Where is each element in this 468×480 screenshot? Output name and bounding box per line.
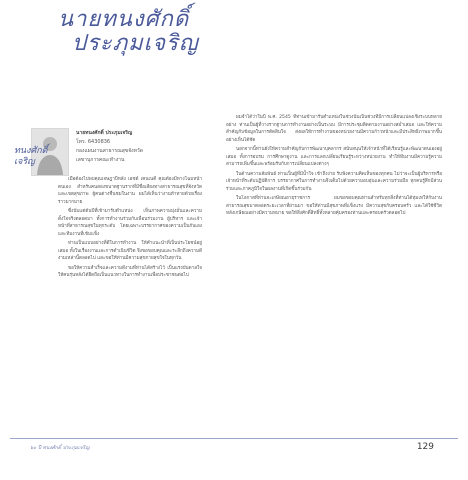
paragraph: ในโอกาสที่ท่านจะเกษียณอายุราชการ ผมขอขอบคุณท่านสำหรับทุกสิ่งที่ท่านได้ทุ่มเทให้กับงานสาธารณสุขมาตลอดระยะเวลาที่ผ่านมา ขอให้ท่านมีสุขภาพที่แข็งแรง มีความสุขกับครอบครัว และได้ใช้ชีวิตหลังเกษียณอย่างมีความหมาย ขอให้สิ่งศักดิ์สิทธิ์ทั้งหลายคุ้มครองท่านและครอบครัวตลอดไป (226, 196, 442, 216)
profile-phone: โทร. 6430836 (76, 139, 111, 145)
paragraph: ผมจำได้ว่าในปี พ.ศ. 2545 ที่ท่านเข้ามารับตำแหน่งในช่วงนั้นเป็นช่วงที่มีการเปลี่ยนแปลงเชิงระบบหลายอย่าง ท่านเป็นผู้ที่วางรากฐานการทำงานอย่างเป็นระบบ มีการประชุมติดตามงานอย่างสม่ำเสมอ และให้ความสำคัญกับข้อมูลในการตัดสินใจ ส่งผลให้การทำงานของหน่วยงานมีความก้าวหน้าและมีประสิทธิภาพมากขึ้นอย่างเห็นได้ชัด (226, 115, 442, 143)
left-column-text (58, 176, 202, 348)
title-line-2: ประภุมเจริญ (72, 31, 199, 56)
profile-position: เลขานุการคณะทำงาน (76, 157, 125, 163)
profile-block (76, 129, 196, 165)
title-line-1: นายทนงศักดิ์ (58, 7, 190, 32)
paragraph: ในด้านความสัมพันธ์ ท่านเป็นผู้ที่มีน้ำใจ เข้าถึงง่าย รับฟังความคิดเห็นของทุกคน ไม่ว่าจะเป็นผู้บริหารหรือเจ้าหน้าที่ระดับปฏิบัติการ บรรยากาศในการทำงานจึงเต็มไปด้วยความอบอุ่นและความร่วมมือ ทุกคนรู้สึกมีส่วนร่วมและภาคภูมิใจในผลงานที่เกิดขึ้นร่วมกัน (226, 171, 442, 192)
side-name-line-1: ทนงศักดิ์ (14, 146, 48, 156)
footer-caption: ๖๐ ปี ทนงศักดิ์ ประภุมเจริญ (30, 445, 90, 451)
page-number: 129 (416, 442, 434, 452)
side-name-line-2: เจริญ (14, 157, 35, 167)
paragraph: ขอให้ความสำเร็จและความดีงามที่ท่านได้สร้างไว้ เป็นแรงบันดาลใจให้คนรุ่นหลังได้ยึดถือเป็นแนวทางในการทำงานเพื่อประชาชนต่อไป (58, 265, 202, 278)
right-column-text (226, 114, 442, 372)
profile-name: นายทนงศักดิ์ ประภุมเจริญ (76, 130, 133, 136)
profile-org: กองแผนงานสาธารณสุขจังหวัด (76, 148, 143, 154)
footer-rule (10, 438, 458, 439)
paragraph: ท่านเป็นแบบอย่างที่ดีในการทำงาน ให้คำแนะนำที่เป็นประโยชน์อยู่เสมอ ทั้งในเรื่องงานและการดำเนินชีวิต จึงขอขอบคุณและระลึกถึงความดีงามเหล่านี้ตลอดไป และขอให้ท่านมีความสุขกายสุขใจในทุกวัน (58, 241, 202, 261)
paragraph: นอกจากนี้ท่านยังให้ความสำคัญกับการพัฒนาบุคลากร สนับสนุนให้เจ้าหน้าที่ได้เรียนรู้และพัฒนาตนเองอยู่เสมอ ทั้งการอบรม การศึกษาดูงาน และการแลกเปลี่ยนเรียนรู้ระหว่างหน่วยงาน ทำให้ทีมงานมีความรู้ความสามารถเพิ่มขึ้นและพร้อมรับกับการเปลี่ยนแปลงต่างๆ (226, 147, 442, 167)
side-name-caption (14, 146, 48, 168)
page-title (58, 8, 288, 56)
paragraph: เมื่อต้องไปพบคุณเจษฎาปีหลัง เอชด์ เคนเนดี้ คุณต้องมีทางโฉมหน้าตนเอง สำหรับคนสองขนาดฐานรากที่มีชื่อเสียงทางสาธารณสุขที่จังหวัดและเขตสุขภาพ ผู้คนต่างชื่นชมในงาน ผมได้เห็นว่างานท้าทายด้วยเรื่องราวมากมาย (58, 177, 202, 205)
paragraph: ซึ่งนับแต่ต้นปีที่เข้ามารับตำแหน่ง เห็นภาพความมุ่งมั่นและความตั้งใจจริงตลอดมา ทั้งการทำงานร่วมกับเพื่อนร่วมงาน ผู้บริหาร และเจ้าหน้าที่สาธารณสุขในทุกระดับ โดยเฉพาะบรรยากาศของความเป็นกันเองและทีมงานที่เข้มแข็ง (58, 209, 202, 237)
